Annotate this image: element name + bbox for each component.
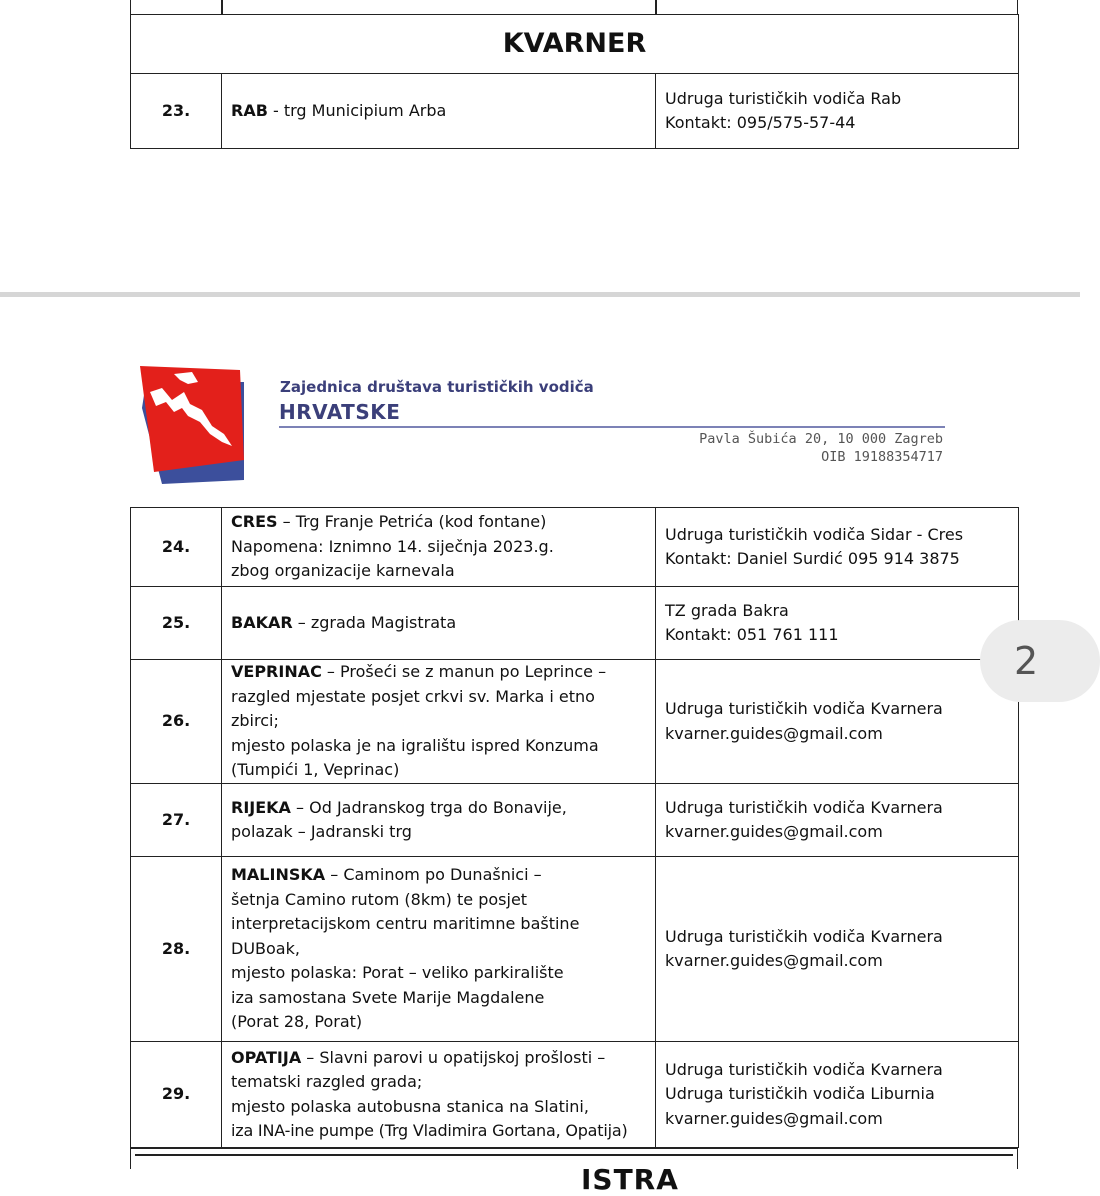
row-number: 25. (131, 587, 222, 660)
table-row (131, 1042, 1019, 1148)
table-row (131, 508, 1019, 587)
previous-table-edge (130, 0, 1018, 14)
organization-logo (132, 364, 252, 486)
row-contact: Udruga turističkih vodiča Kvarnera kvarner.guides@gmail.com (656, 857, 1019, 1042)
row-contact: Udruga turističkih vodiča Rab Kontakt: 095/575-57-44 (656, 74, 1019, 149)
table-row (131, 587, 1019, 660)
row-contact: TZ grada Bakra Kontakt: 051 761 111 (656, 587, 1019, 660)
org-address: Pavla Šubića 20, 10 000 Zagreb (699, 431, 943, 447)
table-row (131, 660, 1019, 784)
org-name-line2: HRVATSKE (279, 400, 401, 424)
row-number: 24. (131, 508, 222, 587)
page-number-badge: 2 (980, 620, 1100, 702)
table-row (131, 784, 1019, 857)
row-contact: Udruga turističkih vodiča Kvarnera Udruga turističkih vodiča Liburnia kvarner.guides@gmail.com (656, 1042, 1019, 1148)
row-number: 26. (131, 660, 222, 784)
row-location: RAB - trg Municipium Arba (222, 74, 656, 149)
region-title: KVARNER (131, 15, 1019, 74)
row-number: 27. (131, 784, 222, 857)
row-location: MALINSKA – Caminom po Dunašnici – šetnja Camino rutom (8km) te posjet interpretacijskom centru maritimne baštine DUBoak, mjesto polaska: Porat – veliko parkiralište iza samostana Svete Marije Magdalene (Porat 28, Porat) (222, 857, 656, 1042)
row-location: RIJEKA – Od Jadranskog trga do Bonavije, polazak – Jadranski trg (222, 784, 656, 857)
row-number: 23. (131, 74, 222, 149)
row-contact: Udruga turističkih vodiča Sidar - Cres Kontakt: Daniel Surdić 095 914 3875 (656, 508, 1019, 587)
row-location: BAKAR – zgrada Magistrata (222, 587, 656, 660)
row-number: 29. (131, 1042, 222, 1148)
org-name-line1: Zajednica društava turističkih vodiča (280, 378, 594, 396)
table-row (131, 74, 1019, 149)
page-divider (0, 292, 1080, 297)
region-header-row (131, 15, 1019, 74)
row-location: VEPRINAC – Prošeći se z manun po Leprince – razgled mjestate posjet crkvi sv. Marka i etno zbirci; mjesto polaska je na igralištu ispred Konzuma (Tumpići 1, Veprinac) (222, 660, 656, 784)
next-table-edge (130, 1148, 1018, 1196)
next-region-title-partial: ISTRA (581, 1163, 679, 1196)
row-contact: Udruga turističkih vodiča Kvarnera kvarner.guides@gmail.com (656, 660, 1019, 784)
letterhead-rule (279, 426, 945, 428)
kvarner-table (130, 14, 1019, 149)
row-number: 28. (131, 857, 222, 1042)
table-row (131, 857, 1019, 1042)
org-oib: OIB 19188354717 (821, 449, 943, 465)
row-location: CRES – Trg Franje Petrića (kod fontane) Napomena: Iznimno 14. siječnja 2023.g. zbog organizacije karnevala (222, 508, 656, 587)
tours-table (130, 507, 1019, 1148)
row-contact: Udruga turističkih vodiča Kvarnera kvarner.guides@gmail.com (656, 784, 1019, 857)
row-location: OPATIJA – Slavni parovi u opatijskoj prošlosti – tematski razgled grada; mjesto polaska autobusna stanica na Slatini, iza INA-ine pumpe (Trg Vladimira Gortana, Opatija) (222, 1042, 656, 1148)
